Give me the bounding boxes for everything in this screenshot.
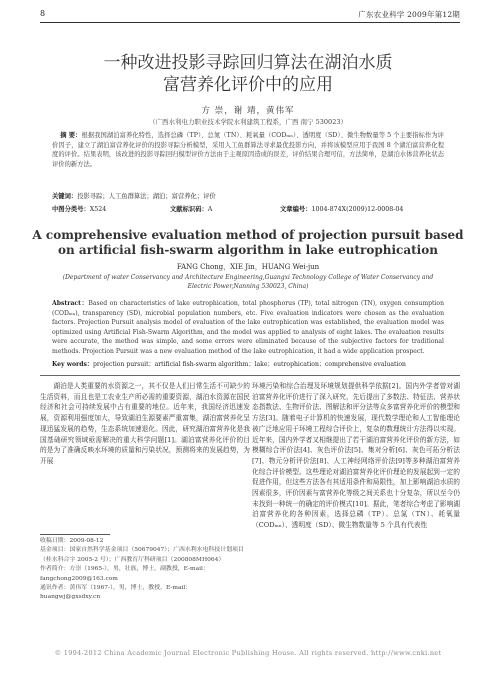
article-id: [280, 204, 403, 213]
abstract-en-text: Based on characteristics of lake eutrophication, total phosphorus (TP), total nitrogen (TN), oxygen consumption (CODₘₙ), transparency (SD), microbial population numbers, etc. Five evaluation indicators were chosen as the evaluation factors. Projection Pursuit analysis model of evaluation of the lake eutrophication was established, the evaluation model was optimized using Artificial Fish-Swarm Algorithm, and the model was applied to analysis of eight lakes. The evaluation results were accurate, the method was simple, and some errors were eliminated because of the subjective factors for traditional methods. Projection Pursuit was a new evaluation method of the lake eutrophication, it had a wide application prospect.: [52, 300, 444, 355]
page-number: 8: [40, 9, 46, 18]
abstract-cn-text: 根据我国湖泊富养化特性，选择总磷（TP）、总氮（TN）、耗氧量（CODₘₙ）、透明度（SD）、微生物数量等 5 个主要指标作为评价因子，建立了湖泊富营养化评价的投影寻踪分析模型，采用人工鱼群算法寻求最优投影方向，并将该模型应用于我国 8 个湖泊富营养化程度的评价。结果表明，该改进的投影寻踪回归模型评价方法由于主观原因造成的误差，评价结果合理可信，方法简单，是湖泊水体营养化状态评价的新方法。: [52, 132, 444, 169]
authors-english: FANG Chong，XIE Jin，HUANG Wei-jun: [176, 263, 320, 271]
clc-number: [52, 204, 106, 213]
authors-chinese: 方 崇，谢 靖，黄伟军: [201, 106, 295, 116]
header-rule: [40, 22, 460, 23]
affiliation-chinese: （广西水利电力职业技术学院水利建筑工程系，广西 南宁 530023）: [149, 118, 347, 126]
title-cn-line1: 一种改进投影寻踪回归算法在湖泊水质: [103, 53, 393, 73]
affiliation-english: (Department of water Conservancy and Architecture Engineering,Guangxi Technology College of Water Conservancy and Electric Power,Nanning 530023, China): [62, 274, 434, 290]
keywords-english: [52, 360, 444, 369]
footnote-fund: 基金项目：国家自然科学基金项目（50679047）；广西水利水电科技计划项目（桂水科合字 2005-2 号）；广西教育厅科研项目（200808MH064）: [40, 547, 244, 563]
footnote-received: 收稿日期：2009-08-12: [40, 538, 104, 544]
keywords-chinese: [52, 192, 444, 201]
clc-value: X524: [89, 206, 107, 213]
footnote-rule: [40, 534, 110, 535]
document-code: [170, 204, 212, 213]
footnotes: [40, 537, 248, 603]
body-right-paragraph: 环境污染和综合治理及环境规划提供科学依据[2]。国内外学者曾对湖泊富营养化评价进行了深入研究，先后提出了多数法、特征法、营养状态指数法、生物评价法、图解法和评分法等众多富营养化评价的模型和方法[3]。随着电子计算机的快速发展，现代数学理论和人工智能理论被广泛地应用于环境工程综合评价上，复杂的数理统计方法得以实现。近年来，国内外学者又相继提出了若干湖泊富营养化评价的新方法，如模糊综合评价法[4]、灰色评价法[5]、集对分析[6]、灰色可拓分析法[7]、物元分析评价法[8]、人工神经网络评价法[9]等多种湖泊富营养化综合评价模型。这些理论对湖泊富营养化评价理论的发展起到一定的促进作用，但这些方法各有其适用条件和局限性，加上影响湖泊水质的因素很多，评价因素与富营养化等级之间关系也十分复杂，所以至今仍未找到一种统一的确定的评价模式[10]。据此，笔者综合考虑了影响湖泊富营养化的各种因素，选择总磷（TP）、总氮（TN）、耗氧量（CODₘₙ）、透明度（SD）、微生物数量等 5 个具有代表性: [252, 382, 460, 530]
title-chinese: [0, 52, 496, 96]
keywords-cn-text: 投影寻踪；人工鱼群算法；湖泊；富营养化；评价: [77, 193, 216, 200]
doc-value: A: [207, 206, 213, 213]
journal-header: 广东农业科学 2009年第12期: [358, 10, 460, 19]
footnote-corresponding: 通讯作者：黄伟军（1967-），男，博士，教授，E-mail：huangwj@gxsdxy.cn: [40, 585, 192, 601]
title-en-line1: A comprehensive evaluation method of projection pursuit based: [32, 228, 464, 242]
doc-label: 文献标识码：: [170, 206, 208, 213]
keywords-cn-label: 关键词：: [52, 193, 78, 200]
abstract-english: [52, 299, 444, 357]
keywords-en-label: Key words：: [52, 361, 94, 368]
footnote-author: 作者简介：方崇（1965-），男，壮族，博士，副教授，E-mail：fangchong2009@163.com: [40, 566, 209, 582]
abstract-en-label: Abstract：: [52, 300, 89, 307]
copyright-footer: © 1994-2012 China Academic Journal Electronic Publishing House. All rights reserved. http://www.cnki.net: [54, 649, 442, 657]
title-cn-line2: 富营养化评价中的应用: [163, 75, 333, 95]
title-english: [0, 228, 496, 258]
title-en-line2: on artificial fish-swarm algorithm in lake eutrophication: [58, 243, 438, 257]
body-right-column: [252, 381, 460, 531]
id-label: 文章编号：: [280, 206, 312, 213]
keywords-en-text: projection pursuit；artificial fish-swarm algorithm；lake；eutrophication；comprehensive evaluation: [93, 361, 406, 368]
abstract-cn-label: 摘 要：: [60, 132, 82, 139]
body-left-paragraph: 湖泊是人类重要的水资源之一，其不仅是人们日常生活不可缺少的生活资料，而且也是工农业生产所必需的重要资源，湖泊水资源在国民经济和社会可持续发展中占有重要的地位。近年来，我国经济迅速发展，资源利用强度加大，导致湖泊生源要素严重富集，湖泊富营养化呈现迅猛发展的趋势，生态系统加速退化。因此，研究湖泊富营养化是我国基础研究领域亟需解决的重大科学问题[1]。湖泊富营养化评价的目的是为了准确反映水环境的质量和污染状况，预测将来的发展趋势，为开展: [40, 382, 250, 465]
id-value: 1004-874X(2009)12-0008-04: [311, 206, 404, 213]
body-left-column: [40, 381, 250, 467]
section-divider: [40, 375, 460, 376]
abstract-chinese: [52, 131, 444, 170]
clc-label: 中图分类号：: [52, 206, 90, 213]
